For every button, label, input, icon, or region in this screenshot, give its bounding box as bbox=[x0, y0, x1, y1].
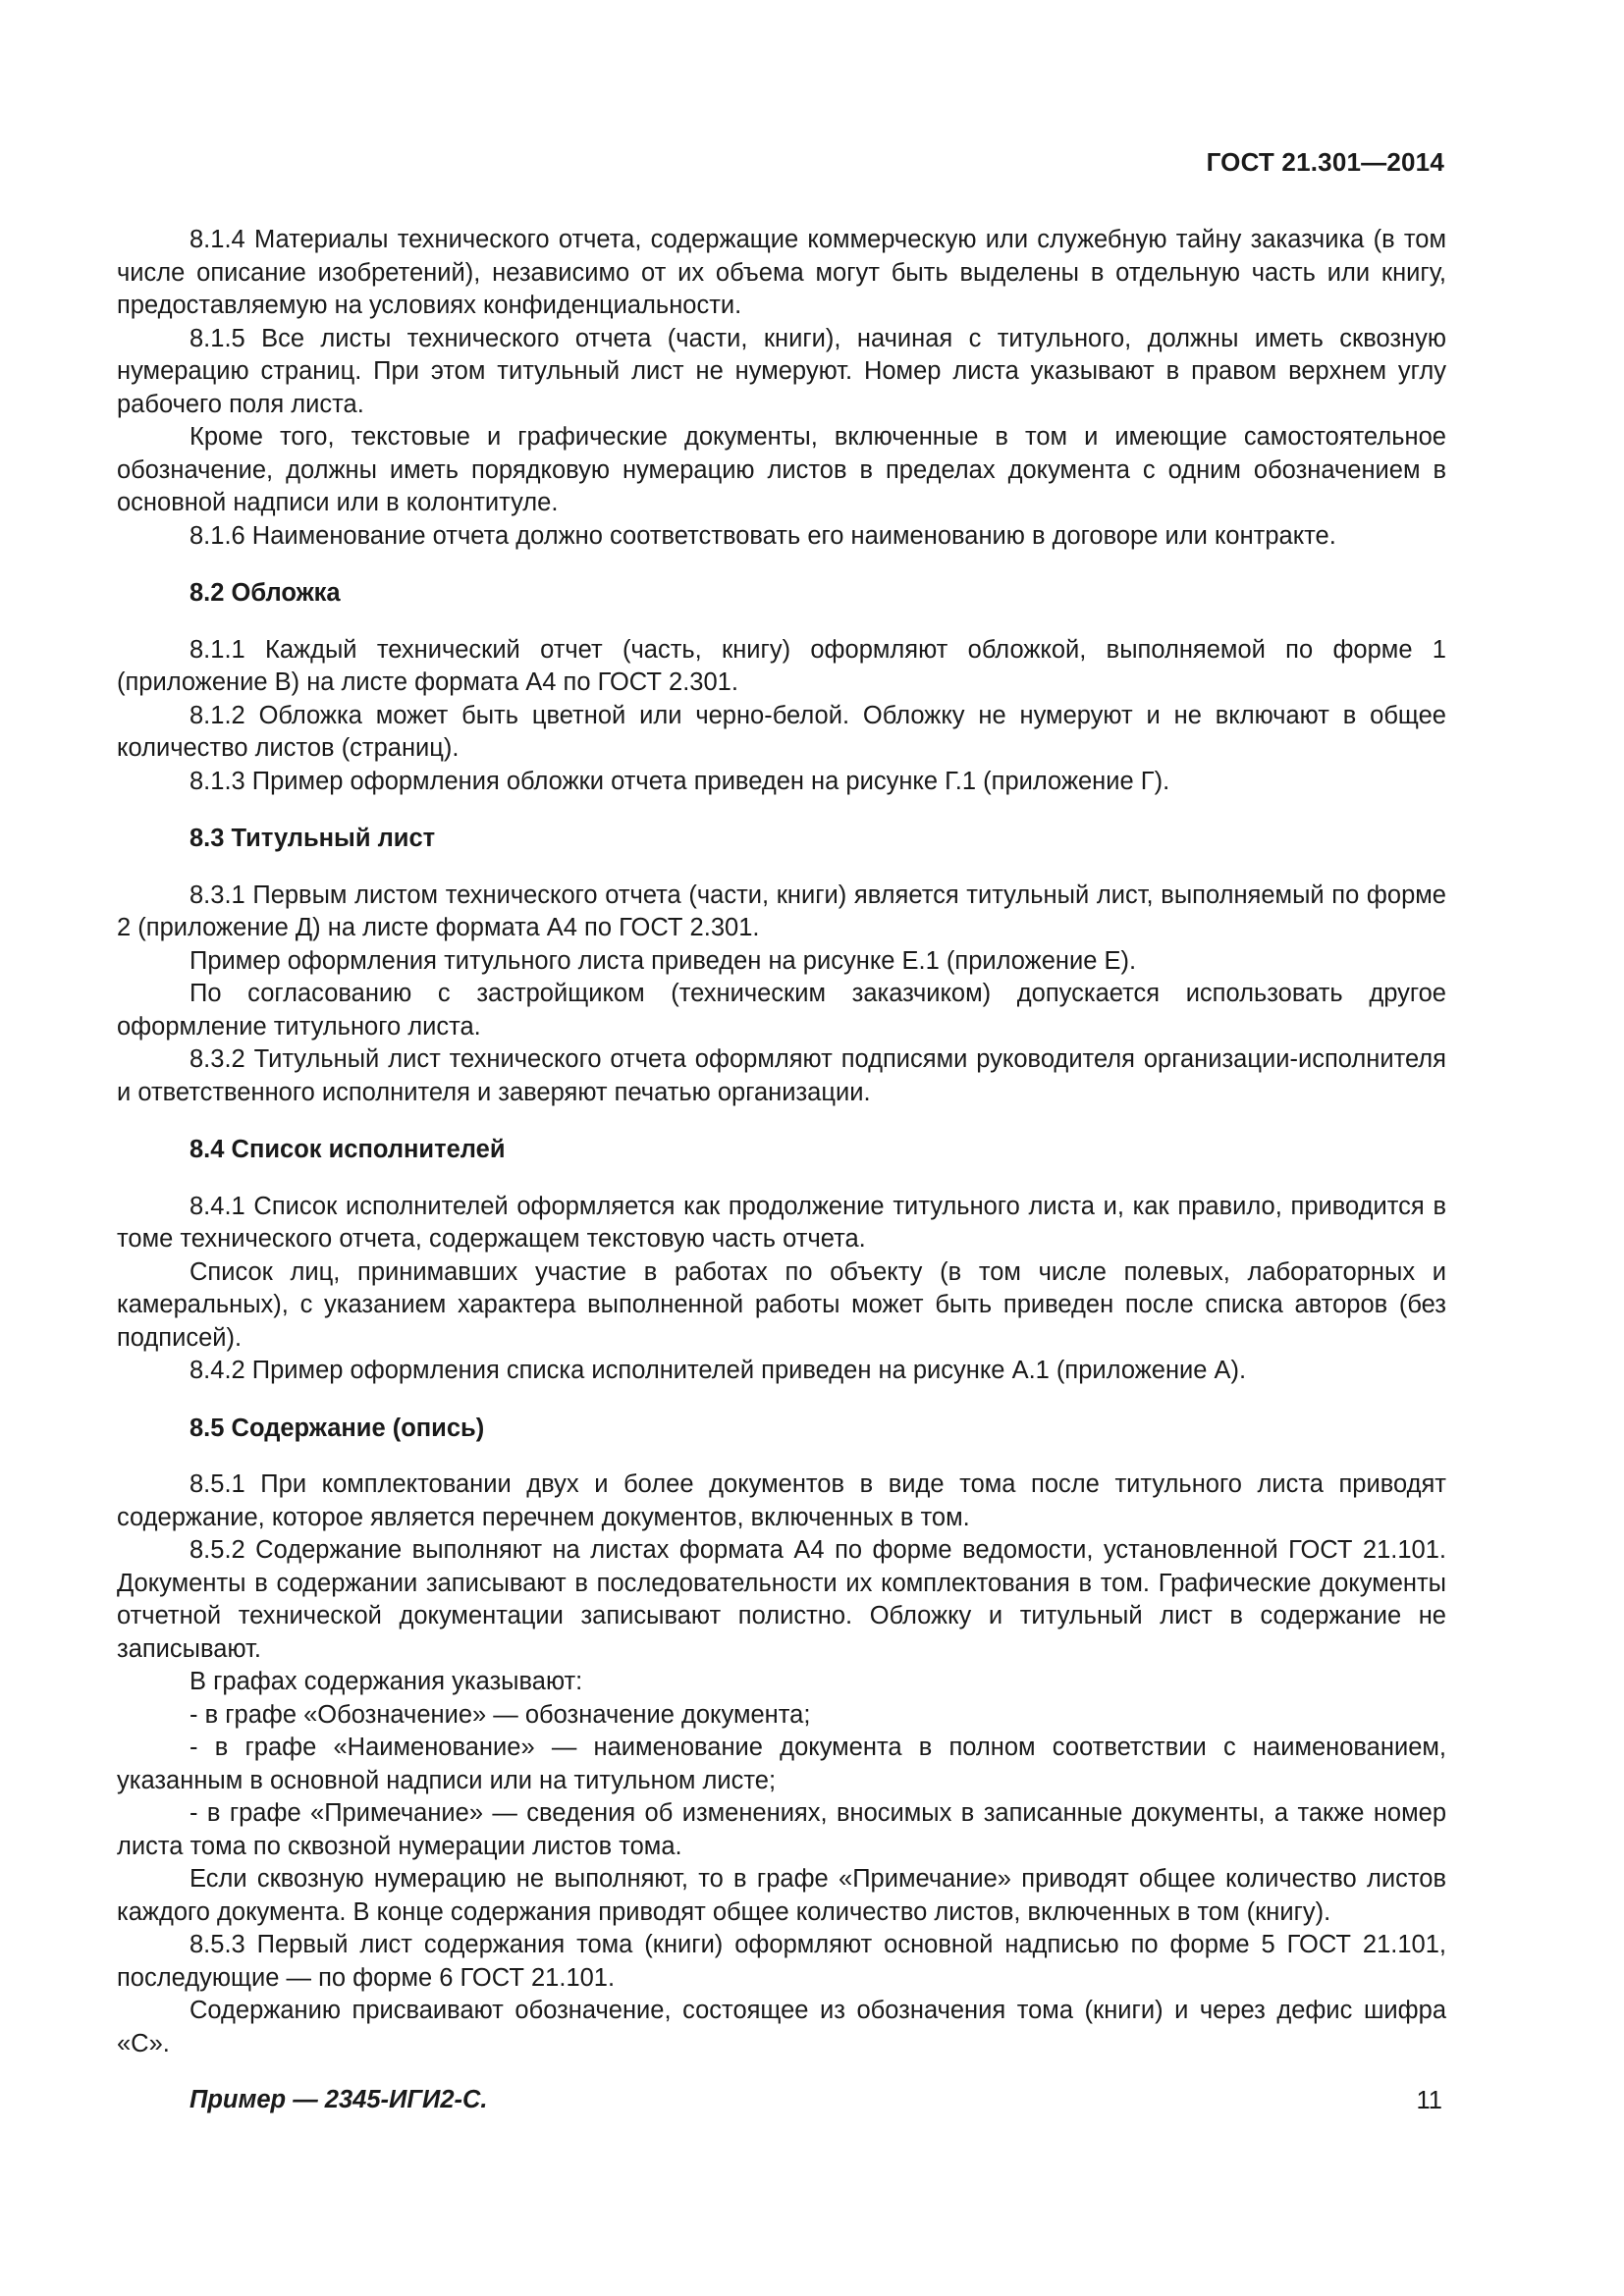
paragraph: 8.5.2 Содержание выполняют на листах формата А4 по форме ведомости, установленной ГОСТ 21.101. Документы в содержании записывают в последовательности их комплектования в том. Графические документы отчетной технической документации записывают полистно. Обложку и титульный лист в содержание не записывают. bbox=[117, 1536, 1446, 1663]
paragraph: 8.3.1 Первым листом технического отчета (части, книги) является титульный лист, выполняемый по форме 2 (приложение Д) на листе формата А4 по ГОСТ 2.301. bbox=[117, 881, 1446, 941]
section-heading-8-3: 8.3 Титульный лист bbox=[189, 825, 436, 852]
paragraph: По согласованию с застройщиком (техническим заказчиком) допускается использовать другое оформление титульного листа. bbox=[117, 980, 1446, 1041]
list-item: - в графе «Наименование» — наименование документа в полном соответствии с наименованием, указанным в основной надписи или на титульном листе; bbox=[117, 1734, 1446, 1794]
list-item: - в графе «Обозначение» — обозначение документа; bbox=[189, 1700, 811, 1729]
paragraph: 8.1.4 Материалы технического отчета, содержащие коммерческую или служебную тайну заказчика (в том числе описание изобретений), независимо от их объема могут быть выделены в отдельную часть или книгу, предоставляемую на условиях конфиденциальности. bbox=[117, 226, 1446, 319]
paragraph: В графах содержания указывают: bbox=[189, 1668, 583, 1695]
document-body bbox=[117, 224, 1446, 2117]
document-designation: ГОСТ 21.301—2014 bbox=[1206, 147, 1444, 177]
list-item: - в графе «Примечание» — сведения об изменениях, вносимых в записанные документы, а также номер листа тома по сквозной нумерации листов тома. bbox=[117, 1799, 1446, 1860]
paragraph: 8.1.6 Наименование отчета должно соответствовать его наименованию в договоре или контракте. bbox=[189, 521, 1336, 550]
paragraph: Пример оформления титульного листа приведен на рисунке Е.1 (приложение Е). bbox=[189, 946, 1137, 975]
paragraph: 8.4.2 Пример оформления списка исполнителей приведен на рисунке А.1 (приложение А). bbox=[189, 1357, 1247, 1384]
paragraph: 8.1.5 Все листы технического отчета (части, книги), начиная с титульного, должны иметь сквозную нумерацию страниц. При этом титульный лист не нумеруют. Номер листа указывают в правом верхнем углу рабочего поля листа. bbox=[117, 324, 1446, 418]
paragraph: 8.1.3 Пример оформления обложки отчета приведен на рисунке Г.1 (приложение Г). bbox=[189, 767, 1170, 795]
paragraph: 8.1.2 Обложка может быть цветной или черно-белой. Обложку не нумеруют и не включают в общее количество листов (страниц). bbox=[117, 701, 1446, 762]
paragraph: Список лиц, принимавших участие в работах по объекту (в том числе полевых, лабораторных и камеральных), с указанием характера выполненной работы может быть приведен после списка авторов (без подписей). bbox=[117, 1257, 1446, 1352]
example-text: Пример — 2345-ИГИ2-С. bbox=[189, 2086, 488, 2113]
section-heading-8-2: 8.2 Обложка bbox=[189, 579, 341, 607]
paragraph: 8.5.1 При комплектовании двух и более документов в виде тома после титульного листа приводят содержание, которое является перечнем документов, включенных в том. bbox=[117, 1470, 1446, 1531]
paragraph: 8.1.1 Каждый технический отчет (часть, книгу) оформляют обложкой, выполняемой по форме 1 (приложение В) на листе формата А4 по ГОСТ 2.301. bbox=[117, 635, 1446, 696]
page-number: 11 bbox=[1416, 2087, 1442, 2114]
paragraph: Кроме того, текстовые и графические документы, включенные в том и имеющие самостоятельное обозначение, должны иметь порядковую нумерацию листов в пределах документа с одним обозначением в основной надписи или в колонтитуле. bbox=[117, 423, 1446, 516]
paragraph: 8.5.3 Первый лист содержания тома (книги) оформляют основной надписью по форме 5 ГОСТ 21.101, последующие — по форме 6 ГОСТ 21.101. bbox=[117, 1931, 1446, 1992]
section-heading-8-4: 8.4 Список исполнителей bbox=[189, 1136, 506, 1163]
paragraph: Если сквозную нумерацию не выполняют, то в графе «Примечание» приводят общее количество листов каждого документа. В конце содержания приводят общее количество листов, включенных в том (книгу). bbox=[117, 1865, 1446, 1926]
paragraph: 8.4.1 Список исполнителей оформляется как продолжение титульного листа и, как правило, приводится в томе технического отчета, содержащем текстовую часть отчета. bbox=[117, 1192, 1446, 1253]
section-heading-8-5: 8.5 Содержание (опись) bbox=[189, 1414, 485, 1442]
paragraph: Содержанию присваивают обозначение, состоящее из обозначения тома (книги) и через дефис шифра «С». bbox=[117, 1997, 1446, 2057]
paragraph: 8.3.2 Титульный лист технического отчета оформляют подписями руководителя организации-исполнителя и ответственного исполнителя и заверяют печатью организации. bbox=[117, 1045, 1446, 1106]
